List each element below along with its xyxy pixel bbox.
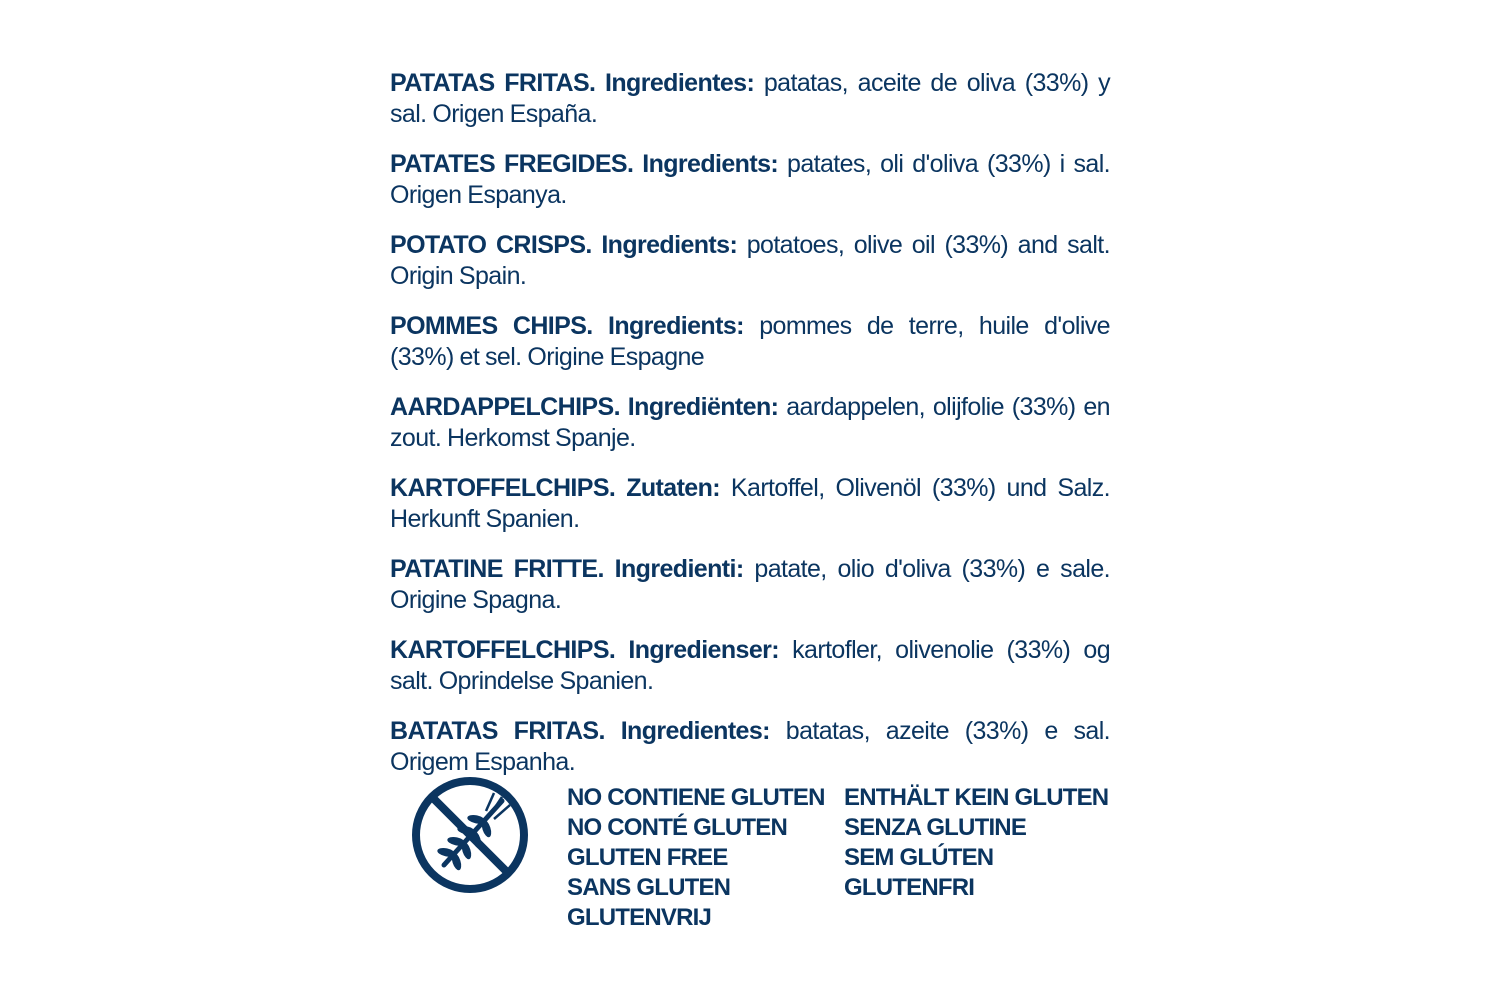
entry-text: Kartoffel, Olivenöl (33%) und Salz. Herkunft Spanien. <box>390 474 1110 533</box>
gluten-free-column-2 <box>844 783 1108 903</box>
entry-text: batatas, azeite (33%) e sal. Origem Espanha. <box>390 717 1110 776</box>
ingredients-entry-fr <box>390 311 1110 373</box>
entry-heading: AARDAPPELCHIPS. Ingrediënten: <box>390 393 779 421</box>
entry-heading: KARTOFFELCHIPS. Zutaten: <box>390 474 720 502</box>
gluten-free-text: SENZA GLUTINE <box>844 814 1027 841</box>
ingredients-entry-pt <box>390 716 1110 778</box>
ingredients-entry-ca <box>390 149 1110 211</box>
gluten-free-text: NO CONTÉ GLUTEN <box>567 814 787 841</box>
ingredients-label <box>390 68 1110 797</box>
gluten-free-text: ENTHÄLT KEIN GLUTEN <box>844 784 1109 811</box>
entry-heading: KARTOFFELCHIPS. Ingredienser: <box>390 636 779 664</box>
ingredients-entry-es <box>390 68 1110 130</box>
gluten-free-text: GLUTENVRIJ <box>567 904 712 931</box>
entry-heading: BATATAS FRITAS. Ingredientes: <box>390 717 770 745</box>
entry-heading: PATATES FREGIDES. Ingredients: <box>390 150 779 178</box>
entry-heading: POMMES CHIPS. Ingredients: <box>390 312 744 340</box>
gluten-free-text: GLUTENFRI <box>844 874 975 901</box>
gluten-free-section <box>410 775 1110 945</box>
gluten-free-column-1 <box>567 783 825 933</box>
entry-heading: PATATAS FRITAS. Ingredientes: <box>390 69 755 97</box>
gluten-free-text: NO CONTIENE GLUTEN <box>567 784 825 811</box>
gluten-free-text: SANS GLUTEN <box>567 874 731 901</box>
entry-text: kartofler, olivenolie (33%) og salt. Oprindelse Spanien. <box>390 636 1111 695</box>
ingredients-entry-de <box>390 473 1110 535</box>
entry-text: aardappelen, olijfolie (33%) en zout. Herkomst Spanje. <box>390 393 1110 452</box>
entry-text: patate, olio d'oliva (33%) e sale. Origine Spagna. <box>390 555 1110 614</box>
entry-heading: PATATINE FRITTE. Ingredienti: <box>390 555 744 583</box>
crossed-wheat-icon <box>410 775 530 895</box>
ingredients-entry-en <box>390 230 1110 292</box>
ingredients-entry-it <box>390 554 1110 616</box>
gluten-free-text: GLUTEN FREE <box>567 844 728 871</box>
gluten-free-text: SEM GLÚTEN <box>844 844 994 871</box>
entry-heading: POTATO CRISPS. Ingredients: <box>390 231 738 259</box>
ingredients-entry-da <box>390 635 1110 697</box>
ingredients-entry-nl <box>390 392 1110 454</box>
entry-text: patatas, aceite de oliva (33%) y sal. Origen España. <box>390 69 1110 128</box>
entry-text: potatoes, olive oil (33%) and salt. Origin Spain. <box>390 231 1110 290</box>
entry-text: pommes de terre, huile d'olive (33%) et sel. Origine Espagne <box>390 312 1110 371</box>
entry-text: patates, oli d'oliva (33%) i sal. Origen Espanya. <box>390 150 1110 209</box>
